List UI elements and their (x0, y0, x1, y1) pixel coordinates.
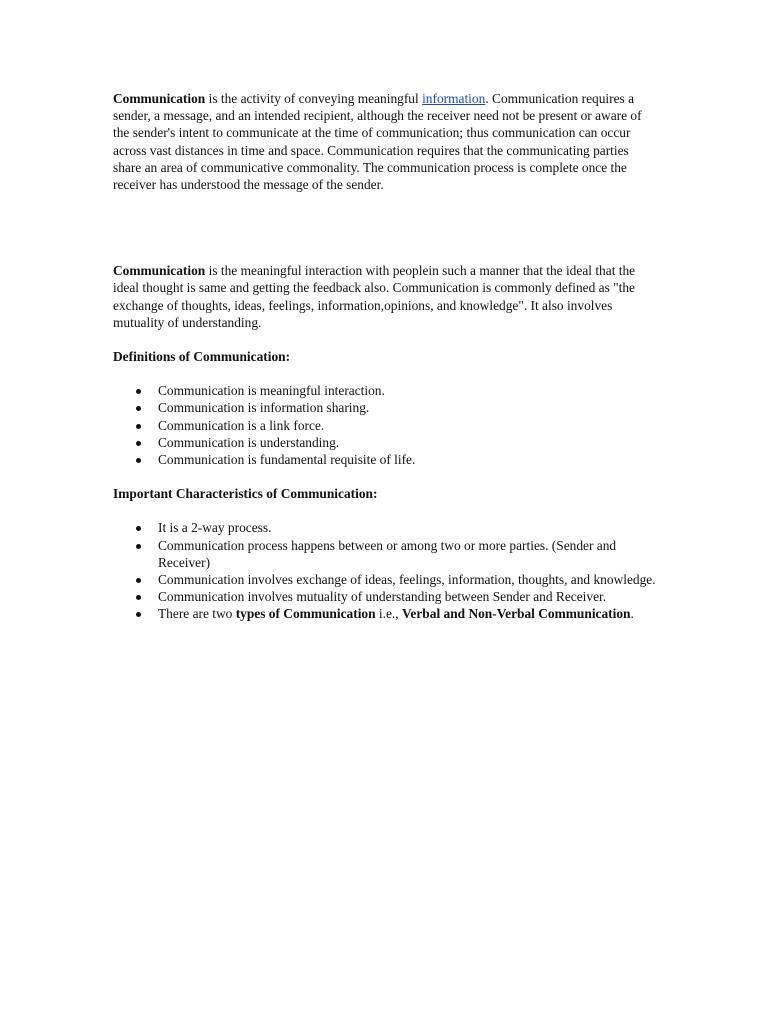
paragraph-definition (113, 262, 658, 331)
item-text: There are two (158, 606, 236, 622)
paragraph-text: . Communication requires a sender, a message, and an intended recipient, although the receiver need not be present or aware of the sender's intent to communicate at the time of communication; thus communication can occur across vast distances in time and space. Communication requires that the communicating parties share an area of communicative commonality. The communication process is complete once the receiver has understood the message of the sender. (113, 91, 642, 193)
list-item: Communication is fundamental requisite of life. (158, 451, 658, 468)
list-item: Communication process happens between or among two or more parties. (Sender and Receiver) (158, 537, 658, 571)
document-body (113, 90, 658, 623)
term-communication: Communication (113, 91, 206, 106)
list-item: It is a 2-way process. (158, 519, 658, 536)
list-item: Communication is meaningful interaction. (158, 382, 658, 399)
paragraph-text: is the meaningful interaction with peoplein such a manner that the ideal that the ideal thought is same and getting the feedback also. Communication is commonly defined as "the exchange of thoughts, ideas, feelings, information,opinions, and knowledge". It also involves mutuality of understanding. (113, 263, 636, 330)
paragraph-intro (113, 90, 658, 193)
list-item: Communication involves mutuality of understanding between Sender and Receiver. (158, 588, 658, 605)
item-bold-text: Verbal and Non-Verbal Communication (401, 606, 631, 622)
item-text: i.e., (375, 606, 402, 622)
definitions-heading: Definitions of Communication: (113, 349, 291, 365)
list-item: Communication is a link force. (158, 417, 658, 434)
characteristics-heading: Important Characteristics of Communication: (113, 486, 378, 502)
definitions-list (113, 382, 658, 468)
list-item (158, 605, 658, 622)
term-communication: Communication (113, 263, 206, 279)
item-bold-text: types of Communication (235, 606, 376, 622)
information-link[interactable]: information (422, 91, 486, 106)
list-item: Communication is understanding. (158, 434, 658, 451)
list-item: Communication is information sharing. (158, 399, 658, 416)
list-item: Communication involves exchange of ideas, feelings, information, thoughts, and knowledge. (158, 571, 658, 588)
item-text: . (630, 606, 634, 622)
paragraph-text: is the activity of conveying meaningful (205, 91, 423, 106)
characteristics-list (113, 519, 658, 622)
